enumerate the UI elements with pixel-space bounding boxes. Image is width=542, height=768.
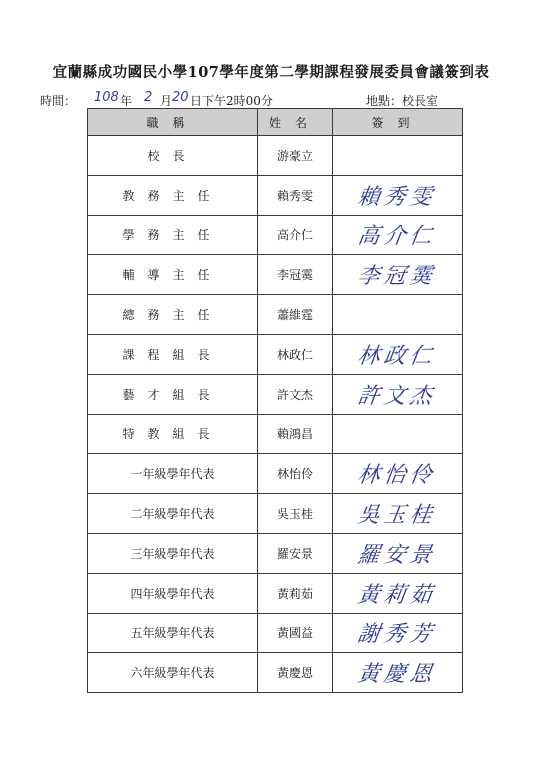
name-cell: 賴鴻昌 [258,414,333,454]
meeting-info [40,90,510,108]
header-name: 姓名 [258,109,333,136]
job-title-cell: 五年級學年代表 [88,613,258,653]
signature-cell [333,533,463,573]
name-cell: 高介仁 [258,215,333,255]
day-time-suffix: 日下午2時00分 [190,94,273,108]
table-row [88,334,463,374]
job-title-cell: 六年級學年代表 [88,653,258,693]
name-cell: 羅安景 [258,533,333,573]
table-row [88,255,463,295]
signature-cell [333,414,463,454]
header-signature: 簽到 [333,109,463,136]
year-unit: 年 [120,94,133,108]
attendance-table [87,108,463,693]
job-title-cell: 三年級學年代表 [88,533,258,573]
signature-cell [333,613,463,653]
job-title-cell: 四年級學年代表 [88,573,258,613]
handwritten-signature: 黃慶恩 [356,662,438,688]
job-title-cell: 輔導主任 [88,255,258,295]
job-title-cell: 一年級學年代表 [88,454,258,494]
table-row [88,215,463,255]
handwritten-month: 2 [144,90,153,105]
signature-cell [333,175,463,215]
table-row [88,653,463,693]
table-row [88,533,463,573]
table-header-row [88,109,463,136]
handwritten-signature: 林政仁 [356,343,438,369]
month-unit: 月 [160,94,173,108]
handwritten-signature: 吳玉桂 [356,503,438,529]
name-cell: 黃國益 [258,613,333,653]
location-label: 地點：校長室 [366,94,439,108]
signature-cell [333,255,463,295]
name-cell: 黃慶恩 [258,653,333,693]
name-cell: 賴秀雯 [258,175,333,215]
table-row [88,613,463,653]
job-title-cell: 教務主任 [88,175,258,215]
table-row [88,295,463,335]
handwritten-year: 108 [94,90,119,105]
signature-cell [333,374,463,414]
name-cell: 許文杰 [258,374,333,414]
name-cell: 黃莉茹 [258,573,333,613]
handwritten-signature: 羅安景 [356,542,438,568]
name-cell: 李冠霙 [258,255,333,295]
signature-cell [333,136,463,176]
signature-cell [333,454,463,494]
job-title-cell: 校長 [88,136,258,176]
handwritten-signature: 李冠霙 [356,264,438,290]
table-row [88,414,463,454]
name-cell: 蕭維霆 [258,295,333,335]
job-title-cell: 藝才組長 [88,374,258,414]
signature-cell [333,215,463,255]
name-cell: 林怡伶 [258,454,333,494]
handwritten-signature: 謝秀芳 [356,622,438,648]
table-row [88,175,463,215]
header-title: 職稱 [88,109,258,136]
page-title: 宜蘭縣成功國民小學107學年度第二學期課程發展委員會議簽到表 [52,64,490,81]
table-row [88,494,463,534]
signature-cell [333,334,463,374]
handwritten-signature: 黃莉茹 [356,582,438,608]
job-title-cell: 特教組長 [88,414,258,454]
time-label: 時間： [40,94,77,108]
handwritten-signature: 賴秀雯 [356,184,438,210]
handwritten-signature: 許文杰 [356,383,438,409]
name-cell: 吳玉桂 [258,494,333,534]
handwritten-signature: 高介仁 [356,224,438,250]
job-title-cell: 二年級學年代表 [88,494,258,534]
table-row [88,454,463,494]
name-cell: 游豪立 [258,136,333,176]
signature-cell [333,573,463,613]
handwritten-day: 20 [172,90,189,105]
table-row [88,374,463,414]
job-title-cell: 總務主任 [88,295,258,335]
signature-cell [333,295,463,335]
signature-cell [333,653,463,693]
table-row [88,573,463,613]
handwritten-signature: 林怡伶 [356,463,438,489]
table-row [88,136,463,176]
signature-cell [333,494,463,534]
job-title-cell: 課程組長 [88,334,258,374]
job-title-cell: 學務主任 [88,215,258,255]
name-cell: 林政仁 [258,334,333,374]
table-body [88,136,463,693]
